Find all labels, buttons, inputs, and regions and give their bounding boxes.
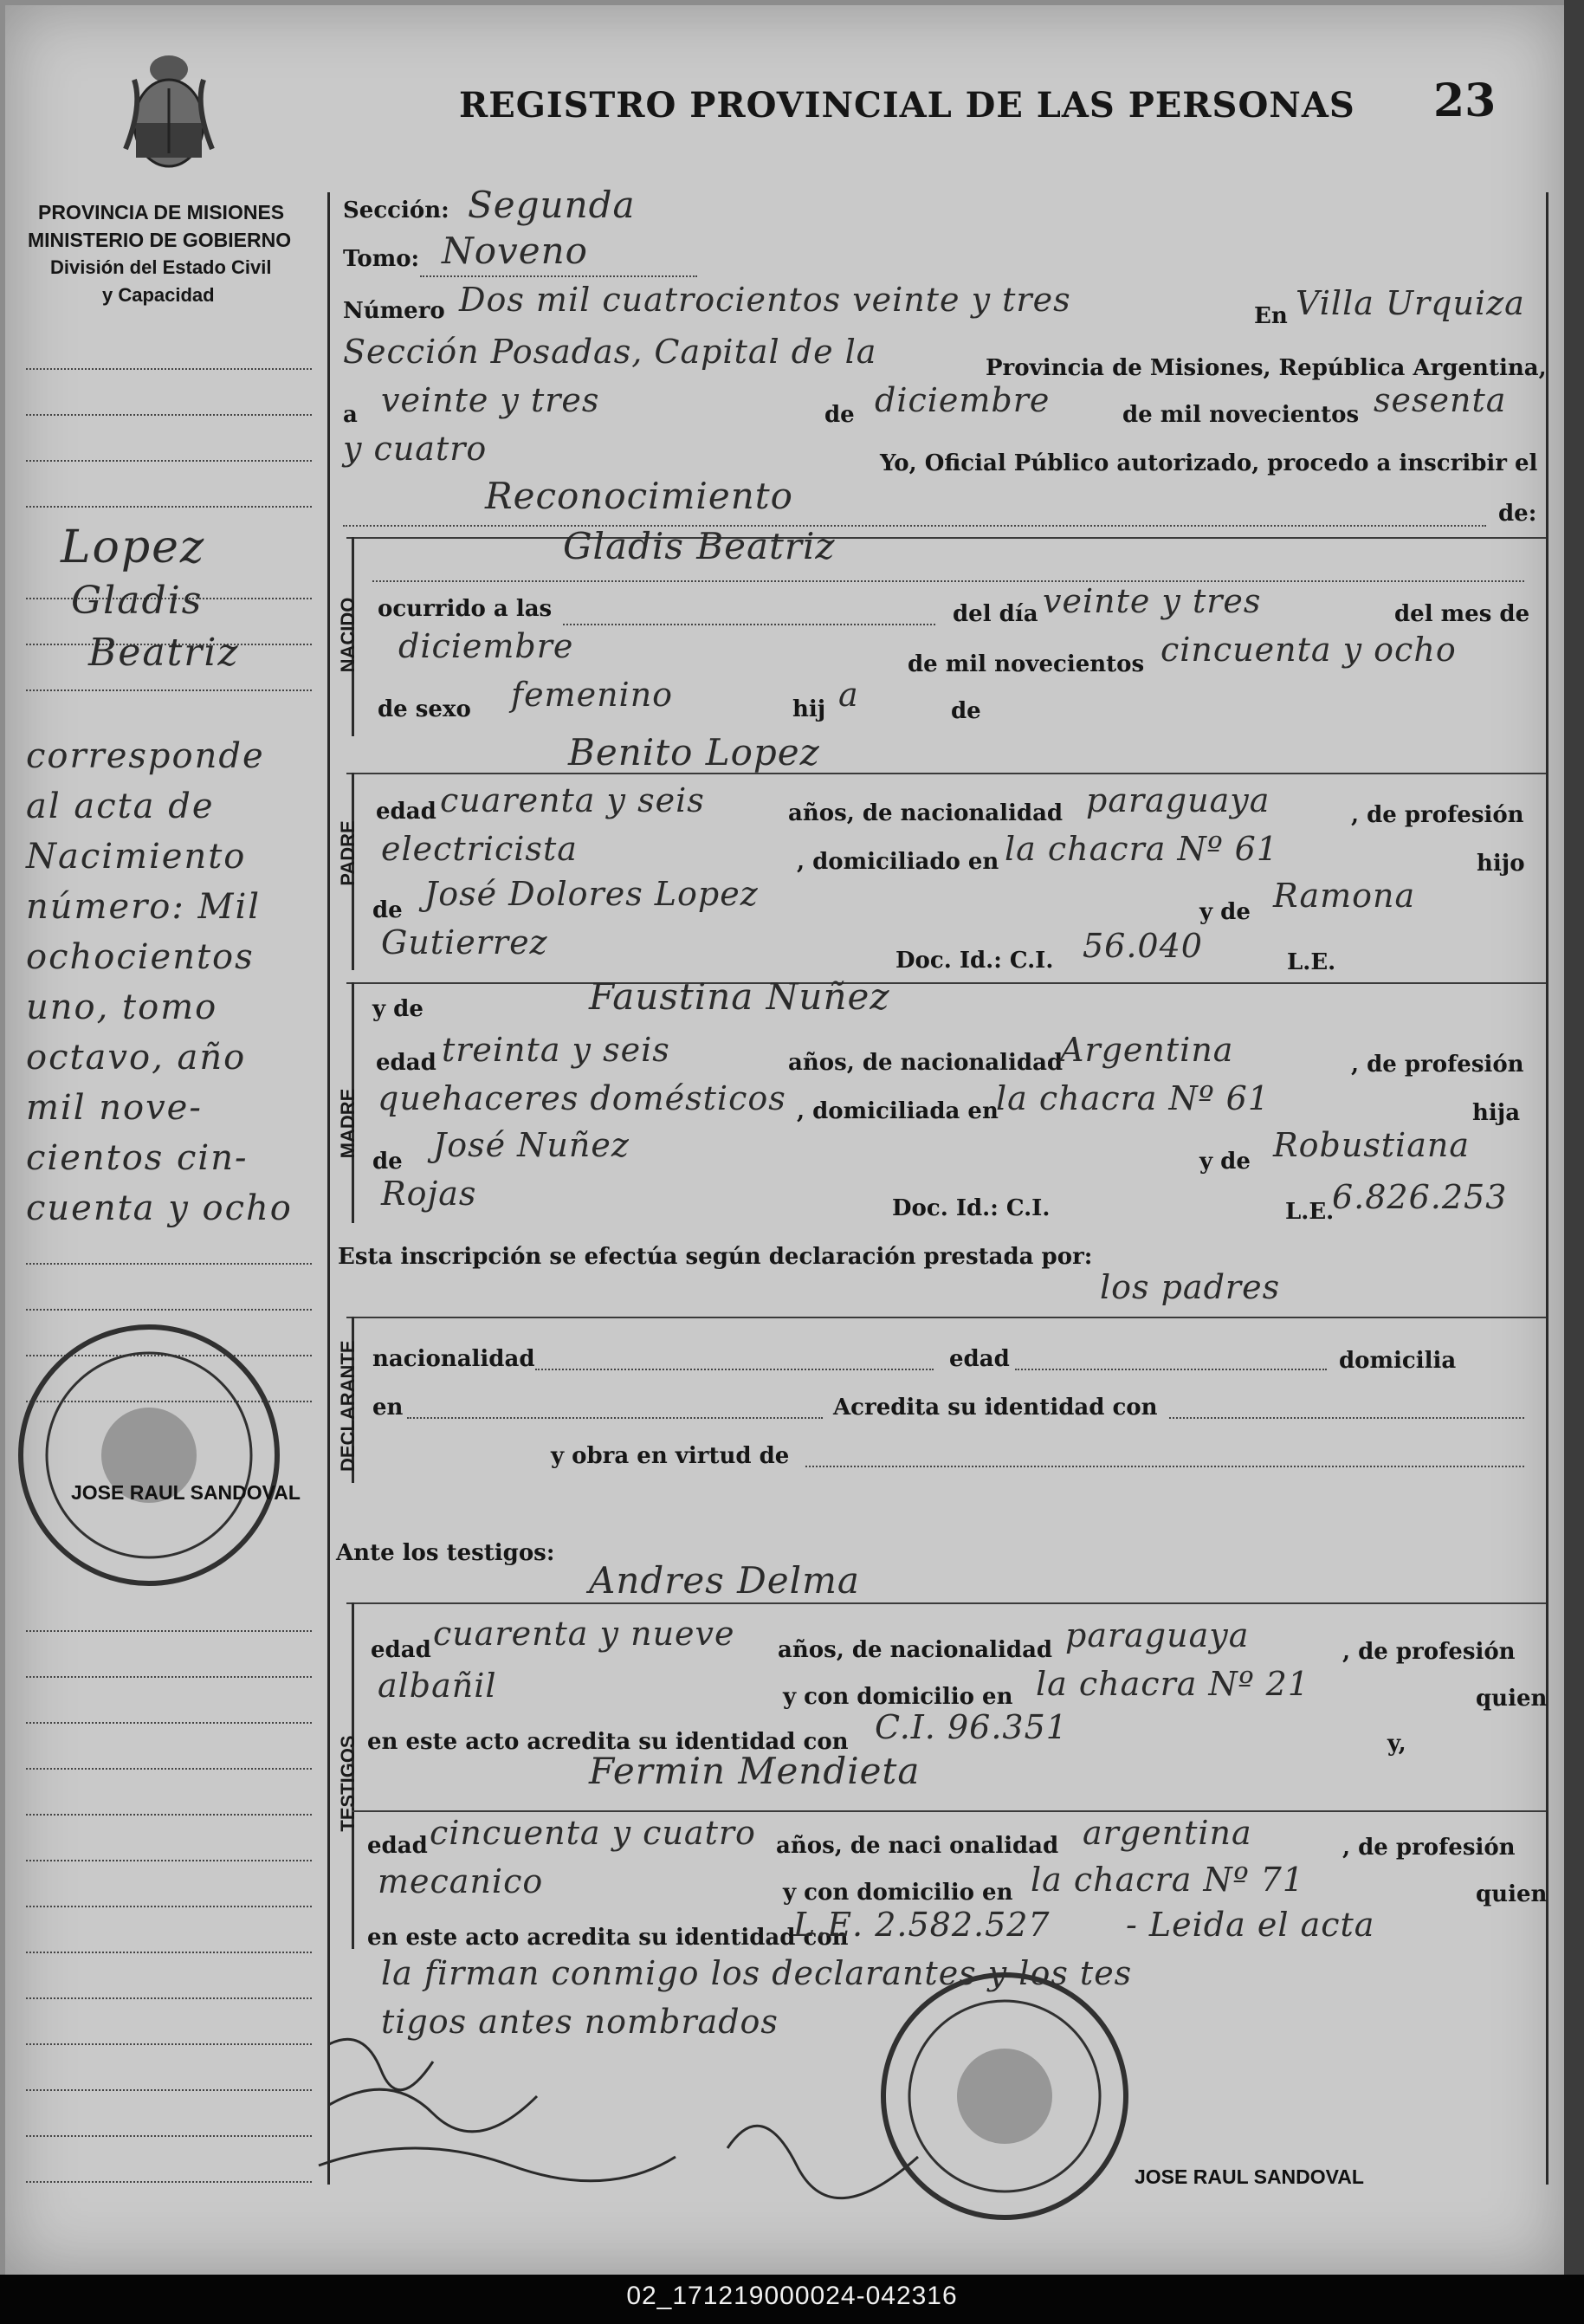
testigo-2-domicilio-value: la chacra Nº 71 <box>1031 1861 1305 1899</box>
padre-nac-value: paraguaya <box>1086 781 1270 819</box>
padre-domicilio-value: la chacra Nº 61 <box>1005 830 1279 868</box>
madre-domicilio-label: , domiciliada en <box>797 1098 999 1124</box>
hijo-de-label: de <box>951 698 981 724</box>
t2-domicilio-label: y con domicilio en <box>783 1880 1013 1906</box>
madre-nac-label: años, de nacionalidad <box>788 1050 1064 1076</box>
padre-hijo-label: hijo <box>1477 851 1525 877</box>
padre-edad-label: edad <box>376 799 436 825</box>
image-id-label: 02_171219000024-042316 <box>626 2282 958 2310</box>
t1-domicilio-label: y con domicilio en <box>783 1684 1013 1710</box>
testigo-2-nac-value: argentina <box>1083 1814 1252 1852</box>
margin-note-line-2: al acta de <box>26 787 215 826</box>
t1-quien-label: quien <box>1476 1686 1548 1712</box>
padre-domicilio-label: , domiciliado en <box>797 849 999 875</box>
padre-edad-value: cuarenta y seis <box>440 781 705 819</box>
testigos-top-rule <box>346 1602 1546 1604</box>
nacido-name-value: Gladis Beatriz <box>563 525 836 567</box>
hijo-label: hij <box>792 696 826 722</box>
madre-profesion-value: quehaceres domésticos <box>378 1079 786 1117</box>
margin-note-line-8: mil nove- <box>26 1088 203 1128</box>
binding-edge <box>1564 0 1584 2278</box>
agency-line-2: MINISTERIO DE GOBIERNO <box>28 229 292 251</box>
closing-line-3: tigos antes nombrados <box>381 2003 779 2041</box>
margin-note-line-5: ochocientos <box>26 937 255 977</box>
t2-nac-label: años, de naci onalidad <box>776 1833 1059 1859</box>
madre-name-value: Faustina Nuñez <box>589 975 890 1018</box>
t1-profesion-label: , de profesión <box>1342 1639 1516 1665</box>
declaracion-intro-label: Esta inscripción se efectúa según declaración prestada por: <box>338 1244 1093 1270</box>
t2-quien-label: quien <box>1476 1881 1548 1907</box>
official-seal-right <box>875 1966 1143 2235</box>
nacido-top-rule <box>346 537 1546 539</box>
mil-novecientos-label: de mil novecientos <box>1122 402 1360 428</box>
margin-name-line-2: Gladis <box>71 579 204 623</box>
margin-note-line-7: octavo, año <box>26 1038 247 1078</box>
official-seal-left <box>10 1317 296 1602</box>
en-label: En <box>1254 303 1288 329</box>
padre-le-label: L.E. <box>1287 949 1336 975</box>
seccion-line-value: Sección Posadas, Capital de la <box>343 333 877 371</box>
t1-edad-label: edad <box>371 1637 431 1663</box>
padre-de-label: de <box>372 897 403 923</box>
testigo-1-doc-value: C.I. 96.351 <box>875 1708 1068 1746</box>
testigos-section-label: TESTIGOS <box>337 1735 359 1832</box>
abuelo-materno-value: José Nuñez <box>433 1126 630 1164</box>
padre-doc-label: Doc. Id.: C.I. <box>895 948 1054 974</box>
yo-label: Yo, Oficial Público autorizado, procedo a inscribir el <box>880 450 1538 476</box>
seccion-label: Sección: <box>343 197 449 223</box>
padre-profesion-label: , de profesión <box>1351 802 1524 828</box>
testigo-1-profesion-value: albañil <box>378 1667 497 1705</box>
en-value: Villa Urquiza <box>1296 284 1525 322</box>
abuela-materna-value-1: Robustiana <box>1273 1126 1470 1164</box>
de-label: de <box>824 402 855 428</box>
madre-y-de-label-2: y de <box>1199 1149 1251 1175</box>
padre-name-value: Benito Lopez <box>568 731 820 774</box>
padre-profesion-value: electricista <box>381 830 578 868</box>
t2-profesion-label: , de profesión <box>1342 1835 1516 1861</box>
madre-le-value: 6.826.253 <box>1332 1178 1508 1216</box>
madre-nac-value: Argentina <box>1060 1031 1234 1069</box>
sexo-value: femenino <box>511 676 674 714</box>
margin-note-line-4: número: Mil <box>26 887 262 927</box>
fecha-mes-value: diciembre <box>875 381 1051 419</box>
fecha-dia-value: veinte y tres <box>381 381 600 419</box>
declarante-section-label: DECLARANTE <box>337 1340 359 1472</box>
margin-note-line-10: cuenta y ocho <box>26 1188 293 1228</box>
testigo-1-name-value: Andres Delma <box>589 1559 860 1602</box>
abuela-paterna-value-2: Gutierrez <box>381 923 548 961</box>
testigo-2-rule <box>352 1810 1546 1812</box>
fecha-anio-value-2: y cuatro <box>343 430 488 468</box>
t1-nac-label: años, de nacionalidad <box>778 1637 1053 1663</box>
padre-section-label: PADRE <box>337 820 359 886</box>
closing-line-1: - Leida el acta <box>1126 1906 1375 1944</box>
tomo-label: Tomo: <box>343 246 420 272</box>
left-frame-line <box>327 192 330 2185</box>
page-title: REGISTRO PROVINCIAL DE LAS PERSONAS <box>459 85 1355 126</box>
declarante-edad-label: edad <box>949 1346 1010 1372</box>
madre-profesion-label: , de profesión <box>1351 1052 1524 1078</box>
official-name-stamp-2: JOSE RAUL SANDOVAL <box>1135 2165 1364 2188</box>
del-mes-label: del mes de <box>1394 601 1530 627</box>
seccion-value: Segunda <box>468 184 636 226</box>
madre-edad-label: edad <box>376 1050 436 1076</box>
del-dia-label: del día <box>953 601 1038 627</box>
padre-y-de-label: y de <box>1199 899 1251 925</box>
testigo-1-edad-value: cuarenta y nueve <box>433 1615 735 1653</box>
abuela-paterna-value-1: Ramona <box>1273 877 1416 915</box>
testigo-1-nac-value: paraguaya <box>1065 1616 1250 1654</box>
declarante-en-label: en <box>372 1395 404 1421</box>
coat-of-arms-emblem <box>117 54 221 175</box>
numero-value: Dos mil cuatrocientos veinte y tres <box>459 281 1071 319</box>
padre-ci-value: 56.040 <box>1083 927 1203 965</box>
agency-line-1: PROVINCIA DE MISIONES <box>38 201 285 223</box>
margin-note-line-1: corresponde <box>26 736 265 776</box>
fecha-anio-value-1: sesenta <box>1374 381 1507 419</box>
testigo-2-name-value: Fermin Mendieta <box>589 1750 921 1792</box>
nacido-section-label: NACIDO <box>337 597 359 673</box>
abuelo-paterno-value: José Dolores Lopez <box>424 875 759 913</box>
margin-name-line-1: Lopez <box>61 521 206 573</box>
t1-y-label: y, <box>1387 1731 1406 1757</box>
a-label: a <box>343 402 358 428</box>
testigo-1-domicilio-value: la chacra Nº 21 <box>1036 1665 1310 1703</box>
nacido-mes-value: diciembre <box>398 627 574 665</box>
sexo-label: de sexo <box>378 696 471 722</box>
madre-hija-label: hija <box>1472 1100 1521 1126</box>
padre-top-rule <box>346 773 1546 774</box>
nacido-dia-value: veinte y tres <box>1043 582 1262 620</box>
official-name-stamp-1: JOSE RAUL SANDOVAL <box>71 1481 301 1504</box>
madre-section-label: MADRE <box>337 1088 359 1159</box>
agency-line-4: y Capacidad <box>102 284 215 306</box>
testigos-intro-label: Ante los testigos: <box>336 1540 555 1566</box>
provincia-label: Provincia de Misiones, República Argentina, <box>986 355 1547 381</box>
t2-edad-label: edad <box>367 1833 428 1859</box>
nacido-mil-label: de mil novecientos <box>908 651 1145 677</box>
margin-note-line-6: uno, tomo <box>26 987 218 1027</box>
margin-name-line-3: Beatriz <box>88 631 240 675</box>
declarante-value: los padres <box>1100 1268 1281 1306</box>
closing-line-2: la firman conmigo los declarantes y los tes <box>381 1954 1133 1992</box>
madre-y-de-label: y de <box>372 996 423 1022</box>
madre-le-label: L.E. <box>1285 1199 1335 1225</box>
testigo-2-edad-value: cincuenta y cuatro <box>430 1814 756 1852</box>
hijo-suffix-value: a <box>838 676 859 714</box>
madre-top-rule <box>346 982 1546 984</box>
madre-de-label: de <box>372 1149 403 1175</box>
tomo-value: Noveno <box>442 230 588 272</box>
domicilia-label: domicilia <box>1339 1348 1457 1374</box>
padre-nac-label: años, de nacionalidad <box>788 800 1064 826</box>
margin-note-line-3: Nacimiento <box>26 837 247 877</box>
madre-doc-label: Doc. Id.: C.I. <box>892 1195 1051 1221</box>
ocurrido-label: ocurrido a las <box>378 596 553 622</box>
page-number: 23 <box>1433 74 1497 127</box>
nacionalidad-label: nacionalidad <box>372 1346 535 1372</box>
obra-label: y obra en virtud de <box>551 1443 790 1469</box>
declarante-top-rule <box>346 1317 1546 1318</box>
margin-note-line-9: cientos cin- <box>26 1138 249 1178</box>
t1-acredita-label: en este acto acredita su identidad con <box>367 1729 849 1755</box>
madre-edad-value: treinta y seis <box>442 1031 670 1069</box>
nacido-anio-value: cincuenta y ocho <box>1161 631 1457 669</box>
agency-line-3: División del Estado Civil <box>50 256 272 278</box>
t2-acredita-label: en este acto acredita su identidad con <box>367 1925 849 1951</box>
testigo-2-doc-value: L.E. 2.582.527 <box>793 1906 1051 1944</box>
abuela-materna-value-2: Rojas <box>381 1175 477 1213</box>
acredita-label: Acredita su identidad con <box>833 1395 1158 1421</box>
de-colon-label: de: <box>1498 501 1537 527</box>
acto-value: Reconocimiento <box>485 475 793 517</box>
madre-domicilio-value: la chacra Nº 61 <box>996 1079 1270 1117</box>
testigo-2-profesion-value: mecanico <box>378 1862 544 1900</box>
numero-label: Número <box>343 298 445 324</box>
